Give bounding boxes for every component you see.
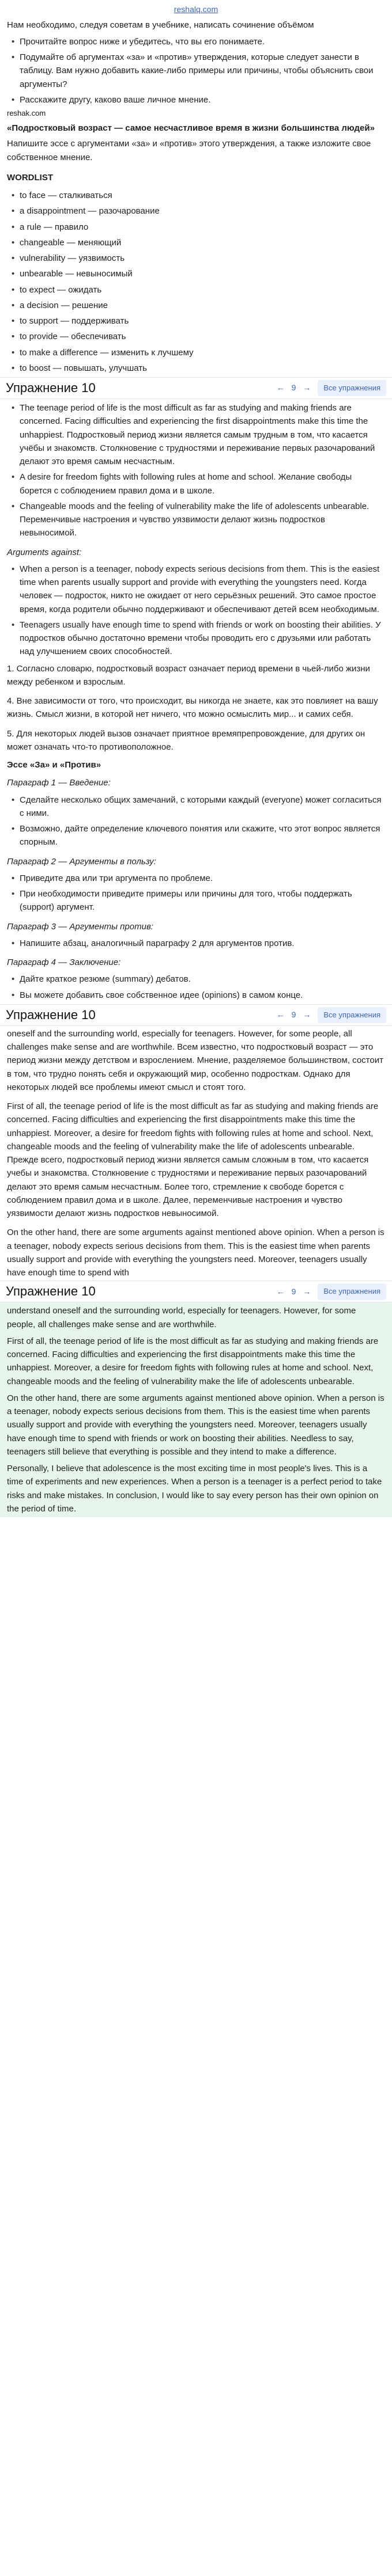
exercise-controls (276, 1007, 386, 1023)
translation-paragraph: On the other hand, there are some arguments against mentioned above opinion. When a person is a teenager, nobody expects serious decisions from them. This is the easiest time when parents usually support and provide with everything the youngsters need. Moreover, teenagers usually have enough time to spend with (7, 1228, 385, 1278)
intro-bullet: • Подумайте об аргументах «за» и «против» утверждения, которые следует занести в таблицу. Вам нужно добавить какие-либо примеры или причины, чтобы объяснить свои аргументы? (20, 50, 384, 92)
word-item: • unbearable — невыносимый (20, 266, 384, 282)
exercise-number: 9 (291, 383, 296, 393)
essay-block (0, 1302, 392, 1517)
plan-item: • Возможно, дайте определение ключевого понятия или скажите, что этот вопрос является спорным. (20, 821, 384, 850)
intro-bullets (0, 33, 392, 109)
essay-paragraph: On the other hand, there are some arguments against mentioned above opinion. When a person is a teenager, nobody expects serious decisions from them. This is the easiest time when parents usually support and provide with everything the youngsters need. Moreover, teenagers usually have enough time to spend with friends or work on boosting their abilities. Needless to say, teenagers still believe that everything is possible and they intend to make a difference. (7, 1393, 385, 1457)
prev-arrow-icon[interactable]: ← (276, 1010, 285, 1020)
intro-text: Нам необходимо, следуя советам в учебнике, написать сочинение объёмом (7, 20, 314, 30)
word-item: • to expect — ожидать (20, 282, 384, 298)
word-item: • to make a difference — изменить к лучшему (20, 345, 384, 360)
for-argument: • Changeable moods and the feeling of vulnerability make the life of adolescents unbearable. Переменчивые настроения и чувство уязвимости делают жизнь подростков невыносимой. (20, 499, 384, 541)
word-item: • a decision — решение (20, 298, 384, 313)
against-arguments (0, 560, 392, 661)
all-exercises-button[interactable]: Все упражнения (318, 1007, 386, 1023)
task-text: Напишите эссе с аргументами «за» и «против» этого утверждения, а также изложите свое собственное мнение. (7, 139, 371, 162)
for-arguments (0, 399, 392, 542)
plan-head: Параграф 4 — Заключение: (7, 958, 121, 968)
plan-item: • Сделайте несколько общих замечаний, с которыми каждый (everyone) может согласиться с ними. (20, 792, 384, 822)
word-item: • a disappointment — разочарование (20, 203, 384, 219)
exercise-title: Упражнение 10 (6, 1284, 96, 1299)
plan-head: Параграф 3 — Аргументы против: (7, 921, 153, 932)
numbered-note: 5. Для некоторых людей вызов означает приятное времяпрепровождение, для других он может означать что-то противоположное. (7, 728, 365, 752)
next-arrow-icon[interactable]: → (303, 1286, 311, 1296)
exercise-controls (276, 1283, 386, 1300)
exercise-controls (276, 380, 386, 396)
plan-head: Параграф 2 — Аргументы в пользу: (7, 856, 156, 867)
essay-paragraph: First of all, the teenage period of life is the most difficult as far as studying and making friends are concerned. Facing difficulties and experiencing the first disappointments make this time the unhappiest. Moreover, a desire for freedom fights with following rules at home and school. Next, changeable moods and the feeling of vulnerability make the life of adolescents unbearable. (7, 1336, 379, 1386)
word-item: • changeable — меняющий (20, 235, 384, 250)
against-argument: • Teenagers usually have enough time to spend with friends or work on boosting their abilities. У подростков обычно достаточно времени чтобы проводить его с друзьями или работать над улучшением своих способностей. (20, 617, 384, 660)
prev-arrow-icon[interactable]: ← (276, 383, 285, 393)
all-exercises-button[interactable]: Все упражнения (318, 380, 386, 396)
prev-arrow-icon[interactable]: ← (276, 1286, 285, 1296)
plan-title: Эссе «За» и «Против» (7, 760, 101, 770)
exercise-number: 9 (291, 1286, 296, 1296)
exercise-title: Упражнение 10 (6, 381, 96, 396)
translation-paragraph: oneself and the surrounding world, especially for teenagers. However, for some people, all challenges make sense and are worthwhile. Всем известно, что подростковый возраст — это период жизни между детством и взрослением. Мнение, разделяемое большинством, состоит в том, что трудно понять себя и окружающий мир, особенно подросткам. Однако для некоторых людей все проблемы имеют смысл и стоят того. (7, 1028, 383, 1092)
plan-items (0, 934, 392, 952)
topic-heading: «Подростковый возраст — самое несчастливое время в жизни большинства людей» (7, 123, 375, 134)
word-item: • to face — сталкиваться (20, 188, 384, 203)
plan-items (0, 869, 392, 917)
plan-items (0, 970, 392, 1004)
wordlist (0, 187, 392, 377)
plan-item: • При необходимости приведите примеры или причины для того, чтобы поддержать (support) аргумент. (20, 886, 384, 915)
exercise-number: 9 (291, 1010, 296, 1020)
against-label: Arguments against: (7, 547, 82, 557)
next-arrow-icon[interactable]: → (303, 1010, 311, 1020)
for-argument: • A desire for freedom fights with following rules at home and school. Желание свободы борется с соблюдением правил дома и в школе. (20, 469, 384, 499)
exercise-bar (0, 377, 392, 399)
essay-paragraph: Personally, I believe that adolescence is the most exciting time in most people's lives. This is a time of experiments and new experiences. When a person is a teenager is a perfect period to take risks and make mistakes. In conclusion, I would like to say every person has their own opinion on the period of time. (7, 1464, 382, 1514)
essay-paragraph: understand oneself and the surrounding world, especially for teenagers. However, for some people, all challenges make sense and are worthwhile. (7, 1306, 356, 1329)
translation-paragraph: First of all, the teenage period of life is the most difficult as far as studying and making friends are concerned. Facing difficulties and experiencing the first disappointments make this time the unhappiest. Moreover, a desire for freedom fights with following rules at home and school. Next, changeable moods and the feeling of vulnerability make the life of adolescents unbearable. Прежде всего, подростковый период жизни является самым сложным в том, что касается учебы и знакомства. Столкновение с трудностями и переживание первых разочарований делают это время самым несчастным. Более того, стремление к свободе борется с соблюдением правил дома и в школе. Далее, переменчивые настроения и чувство уязвимости делают жизнь подростков невыносимой. (7, 1101, 379, 1219)
exercise-bar (0, 1281, 392, 1302)
exercise-bar (0, 1004, 392, 1026)
watermark: reshak.com (7, 109, 46, 118)
next-arrow-icon[interactable]: → (303, 383, 311, 393)
plan-item: • Приведите два или три аргумента по проблеме. (20, 871, 384, 886)
plan-item: • Дайте краткое резюме (summary) дебатов. (20, 971, 384, 987)
numbered-note: 1. Согласно словарю, подростковый возраст означает период времени в чьей-либо жизни между ребенком и взрослым. (7, 663, 370, 687)
word-item: • vulnerability — уязвимость (20, 250, 384, 266)
plan-items (0, 791, 392, 852)
word-item: • to support — поддерживать (20, 313, 384, 329)
plan-item: • Вы можете добавить свое собственное идее (opinions) в самом конце. (20, 987, 384, 1003)
word-item: • a rule — правило (20, 219, 384, 235)
word-item: • to boost — повышать, улучшать (20, 360, 384, 376)
word-item: • to provide — обеспечивать (20, 329, 384, 344)
intro-bullet: • Расскажите другу, каково ваше личное мнение. (20, 92, 384, 108)
exercise-title: Упражнение 10 (6, 1007, 96, 1022)
site-link[interactable]: reshalq.com (174, 5, 218, 14)
for-argument: • The teenage period of life is the most difficult as far as studying and making friends are concerned. Facing difficulties and experiencing the first disappointments make this time the unhappiest. Подростковый период жизни является самым трудным в том, что касается учёбы и знакомств. Столкновение с трудностями и переживание первых разочарований делают это время самым несчастным. (20, 400, 384, 469)
intro-bullet: • Прочитайте вопрос ниже и убедитесь, что вы его понимаете. (20, 34, 384, 50)
plan-head: Параграф 1 — Введение: (7, 778, 111, 788)
wordlist-title: WORDLIST (7, 172, 53, 183)
numbered-note: 4. Вне зависимости от того, что происходит, вы никогда не знаете, как это повлияет на вашу жизнь. Смысл жизни, в которой нет ничего, что можно осмыслить мир... и самих себя. (7, 696, 378, 720)
plan-item: • Напишите абзац, аналогичный параграфу 2 для аргументов против. (20, 936, 384, 951)
against-argument: • When a person is a teenager, nobody expects serious decisions from them. This is the easiest time when parents usually support and provide with everything the youngsters need. Когда человек — подросток, никто не ожидает от него серьёзных решений. Это самое простое время, когда родители обычно поддерживают и обеспечивают детей всем необходимым. (20, 561, 384, 617)
all-exercises-button[interactable]: Все упражнения (318, 1283, 386, 1300)
